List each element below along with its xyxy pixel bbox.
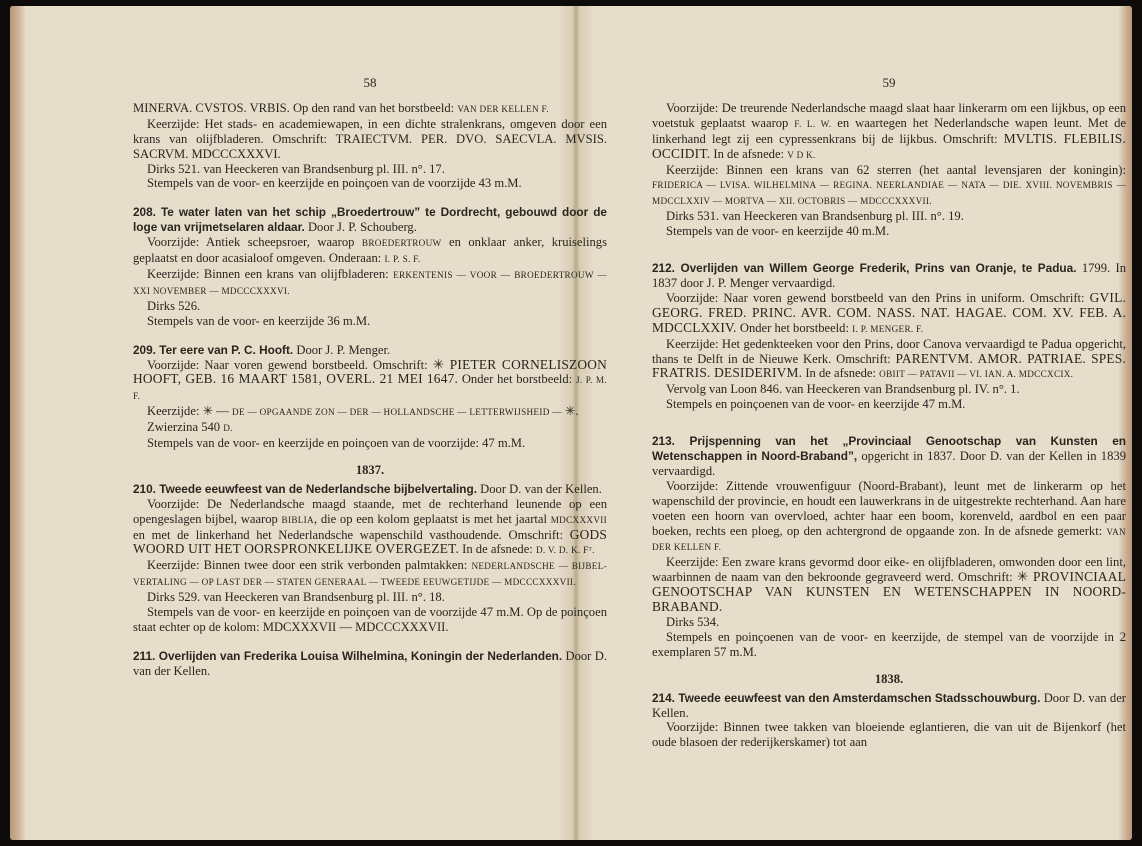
inscription: BROEDERTROUW bbox=[361, 238, 442, 249]
inscription: FRIDERICA — LVISA. WILHELMINA — REGINA. NEERLANDIAE — NATA — DIE. XVIII. NOVEMBRIS — MDCCLXXIV — MORTVA — XII. OCTOBRIS — MDCCCXXXVII. bbox=[652, 180, 1126, 207]
entry-title: 212. Overlijden van Willem George Frederik, Prins van Oranje, te Padua. bbox=[652, 261, 1077, 276]
legend-text: GVIL. GEORG. FRED. PRINC. AVR. COM. NASS. NAT. HAGAE. COM. XV. FEB. A. MDCCLXXIV. bbox=[652, 289, 1126, 335]
paragraph: Stempels van de voor- en keerzijde 36 m.M. bbox=[147, 313, 371, 328]
inscription: DE — OPGAANDE ZON — DER — HOLLANDSCHE — LETTERWIJSHEID — bbox=[232, 407, 562, 418]
page-number: 59 bbox=[882, 75, 896, 90]
paragraph bbox=[652, 101, 1126, 163]
entry-byline: Door J. P. Schouberg. bbox=[304, 220, 417, 235]
signature-text: I. P. MENGER. F. bbox=[852, 323, 924, 334]
entry-heading bbox=[652, 691, 1126, 721]
entry-heading bbox=[133, 343, 607, 358]
paragraph: Stempels van de voor- en keerzijde en poinçoen van de voorzijde: 47 m.M. bbox=[147, 436, 526, 451]
text: Keerzijde: Binnen een krans van olijfbladeren: bbox=[147, 266, 394, 281]
entry-title: 214. Tweede eeuwfeest van den Amsterdamschen Stadsschouwburg. bbox=[652, 690, 1041, 705]
entry-heading bbox=[652, 261, 1126, 291]
paragraph bbox=[652, 479, 1126, 556]
right-page bbox=[652, 76, 1126, 750]
text: en onklaar anker, kruiselings geplaatst en door acasialoof omgeven. Onderaan: bbox=[133, 235, 607, 266]
signature-text: V D K. bbox=[787, 149, 816, 160]
signature-text: VAN DER KELLEN F. bbox=[652, 526, 1126, 553]
text: en met de linkerhand het Nederlandsche wapenschild vasthoudende. Omschrift: bbox=[133, 527, 570, 542]
entry-214 bbox=[652, 691, 1126, 751]
signature-text: J. P. M. F. bbox=[133, 375, 607, 402]
text: Voorzijde: Antiek scheepsroer, waarop bbox=[147, 235, 362, 250]
paragraph bbox=[133, 404, 607, 420]
year-heading: 1837. bbox=[355, 462, 385, 477]
paragraph: Dirks 531. van Heeckeren van Brandsenburg pl. III. n°. 19. bbox=[666, 209, 964, 224]
signature-text: VAN DER KELLEN F. bbox=[457, 103, 549, 114]
text: Onder het borstbeeld: bbox=[458, 372, 576, 387]
paragraph bbox=[133, 420, 607, 436]
text: Keerzijde: Een zware krans gevormd door eike- en olijfbladeren, omwonden door een lint, waarbinnen de naam van den bekroonde gegraveerd werd. Omschrift: bbox=[652, 555, 1126, 585]
text: Keerzijde: Binnen twee door een strik verbonden palmtakken: bbox=[147, 558, 472, 573]
entry-211 bbox=[133, 649, 607, 679]
entry-heading bbox=[133, 205, 607, 235]
page-number: 58 bbox=[363, 75, 377, 90]
text: Keerzijde: ✳ — bbox=[147, 404, 233, 419]
paragraph: Dirks 529. van Heeckeren van Brandsenburg pl. III. n°. 18. bbox=[147, 590, 445, 605]
paragraph: Stempels van de voor- en keerzijde en poinçoen van de voorzijde 43 m.M. bbox=[147, 176, 522, 191]
paragraph: Keerzijde: Het stads- en academiewapen, in een dichte stralenkrans, omgeven door een krans van olijfbladeren. Omschrift: TRAIECTVM. PER. DVO. SAECVLA. MVSIS. SACRVM. MDCCCXXXVI. bbox=[133, 116, 607, 161]
paragraph bbox=[133, 558, 607, 590]
entry-208 bbox=[133, 205, 607, 328]
paragraph: Voorzijde: Binnen twee takken van bloeiende eglantieren, die van uit de Bijenkorf (het oude blasoen der rederijkerskamer) tot aan bbox=[652, 720, 1126, 750]
paragraph bbox=[652, 291, 1126, 337]
entry-byline: Door D. van der Kellen. bbox=[133, 648, 607, 678]
entry-213 bbox=[652, 434, 1126, 660]
entry-title: 211. Overlijden van Frederika Louisa Wilhelmina, Koningin der Nederlanden. bbox=[133, 648, 563, 663]
paragraph bbox=[652, 337, 1126, 383]
entry-heading bbox=[652, 434, 1126, 479]
paragraph: Stempels van de voor- en keerzijde en poinçoen van de voorzijde 47 m.M. Op de poinçoen staat echter op de kolom: MDCXXXVII — MDCCCXXXVII. bbox=[133, 605, 607, 634]
text: In de afsnede: bbox=[459, 542, 536, 557]
paragraph: Stempels en poinçoenen van de voor- en keerzijde, de stempel van de voorzijde in 2 exemplaren 57 m.M. bbox=[652, 629, 1126, 659]
entry-byline: Door J. P. Menger. bbox=[293, 342, 391, 357]
paragraph: Dirks 534. bbox=[666, 615, 720, 629]
paragraph bbox=[133, 235, 607, 267]
signature-text: D. V. D. K. Fᵀ. bbox=[535, 545, 595, 556]
page-edge-left bbox=[10, 6, 26, 840]
entry-210 bbox=[133, 482, 607, 635]
text: Onder het borstbeeld: bbox=[736, 320, 853, 335]
entry-title: 209. Ter eere van P. C. Hooft. bbox=[133, 342, 294, 357]
paragraph bbox=[652, 163, 1126, 210]
entry-byline: 1799. In 1837 door J. P. Menger vervaardigd. bbox=[652, 261, 1126, 290]
inscription: OBIIT — PATAVII — VI. IAN. A. MDCCXCIX. bbox=[879, 369, 1074, 380]
text: In de afsnede: bbox=[802, 366, 880, 381]
legend-text: ✳ PROVINCIAAL GENOOTSCHAP VAN KUNSTEN EN WETENSCHAPPEN IN NOORD-BRABAND. bbox=[652, 569, 1126, 615]
text: Voorzijde: Zittende vrouwenfiguur (Noord-Brabant), leunt met de linkerarm op het wapenschild der provincie, en houdt een lauwerkrans in de uitgestrekte rechterhand. Aan hare voeten een hoorn van overvloed, achter haar een boom, korenveld, aardbol en een paar boeken, rechts een ploeg, op den achtergrond de opgaande zon. In de afsnede gemerkt: bbox=[652, 478, 1126, 538]
text: Keerzijde: Binnen een krans van 62 sterren (het aantal levensjaren der koningin): bbox=[666, 162, 1126, 177]
inscription: MDCXXXVII bbox=[550, 514, 607, 525]
text: Keerzijde: Het gedenkteeken voor den Prins, door Canova vervaardigd te Padua opgericht, thans te Delft in de Nieuwe Kerk. Omschrift: bbox=[652, 336, 1126, 366]
text: Voorzijde: De treurende Nederlandsche maagd slaat haar linkerarm om een lijkbus, op een voetstuk geplaatst waarop bbox=[652, 100, 1126, 130]
paragraph: Vervolg van Loon 846. van Heeckeren van Brandsenburg pl. IV. n°. 1. bbox=[666, 382, 1020, 397]
book-spread bbox=[10, 6, 1132, 840]
text: MINERVA. CVSTOS. VRBIS. Op den rand van het borstbeeld: bbox=[133, 100, 458, 115]
signature-text: I. P. S. F. bbox=[384, 254, 421, 265]
paragraph bbox=[133, 358, 607, 405]
entry-heading bbox=[133, 649, 607, 679]
entry-title: 213. Prijspenning van het „Provinciaal Genootschap van Kunsten en Wetenschappen in Noord-Braband”, bbox=[652, 434, 1126, 464]
inscription: F. L. W. bbox=[794, 118, 832, 129]
paragraph bbox=[133, 267, 607, 299]
entry-heading bbox=[133, 482, 607, 497]
text: Voorzijde: Naar voren gewend borstbeeld van den Prins in uniform. Omschrift: bbox=[666, 290, 1090, 305]
inscription: ERKENTENIS — VOOR — BROEDERTROUW — XXI NOVEMBER — MDCCCXXXVI. bbox=[133, 269, 607, 296]
text: Voorzijde: De Nederlandsche maagd staande, met de rechterhand leunende op een opengeslagen bijbel, waarop bbox=[133, 496, 607, 526]
paragraph: Stempels en poinçoenen van de voor- en keerzijde 47 m.M. bbox=[666, 397, 966, 412]
text: en waartegen het Nederlandsche wapen leunt. Met de linkerhand legt zij een cypressenkrans bij de lijkbus. Omschrift: bbox=[652, 115, 1126, 146]
paragraph bbox=[652, 555, 1126, 615]
text: Zwierzina 540 bbox=[147, 420, 224, 435]
text: ✳. bbox=[561, 404, 579, 419]
entry-212 bbox=[652, 261, 1126, 412]
inscription: BIBLIA bbox=[281, 514, 314, 525]
text: , die op een kolom geplaatst is met het jaartal bbox=[313, 511, 551, 526]
paragraph: Dirks 526. bbox=[147, 298, 201, 313]
text: Voorzijde: Naar voren gewend borstbeeld. Omschrift: bbox=[147, 357, 433, 372]
entry-title: 208. Te water laten van het schip „Broedertrouw” te Dordrecht, gebouwd door de loge van vrijmetselaren aldaar. bbox=[133, 205, 607, 235]
entry-209 bbox=[133, 343, 607, 451]
paragraph bbox=[133, 497, 607, 559]
paragraph: Dirks 521. van Heeckeren van Brandsenburg pl. III. n°. 17. bbox=[147, 161, 445, 176]
entry-title: 210. Tweede eeuwfeest van de Nederlandsche bijbelvertaling. bbox=[133, 481, 477, 496]
entry-byline: Door D. van der Kellen. bbox=[477, 481, 602, 496]
paragraph bbox=[133, 101, 607, 117]
legend-text: GODS WOORD UIT HET OORSPRONKELIJKE OVERGEZET. bbox=[133, 526, 607, 557]
entry-byline: Door D. van der Kellen. bbox=[652, 690, 1126, 720]
text: In de afsnede: bbox=[710, 146, 788, 161]
paragraph: Stempels van de voor- en keerzijde 40 m.M. bbox=[666, 224, 890, 239]
signature-text: D. bbox=[223, 423, 233, 434]
left-page bbox=[133, 76, 607, 679]
legend-text: PARENTVM. AMOR. PATRIAE. SPES. FRATRIS. DESIDERIVM. bbox=[652, 350, 1126, 381]
inscription: NEDERLANDSCHE — BIJBEL-VERTALING — OP LAST DER — STATEN GENERAAL — TWEEDE EEUWGETIJDE — MDCCCXXXVII. bbox=[133, 561, 607, 588]
legend-text: MVLTIS. FLEBILIS. OCCIDIT. bbox=[652, 130, 1126, 161]
year-heading: 1838. bbox=[874, 671, 904, 686]
entry-byline: opgericht in 1837. Door D. van der Kellen in 1839 vervaardigd. bbox=[652, 449, 1126, 478]
legend-text: ✳ PIETER CORNELISZOON HOOFT, GEB. 16 MAART 1581, OVERL. 21 MEI 1647. bbox=[133, 356, 607, 387]
